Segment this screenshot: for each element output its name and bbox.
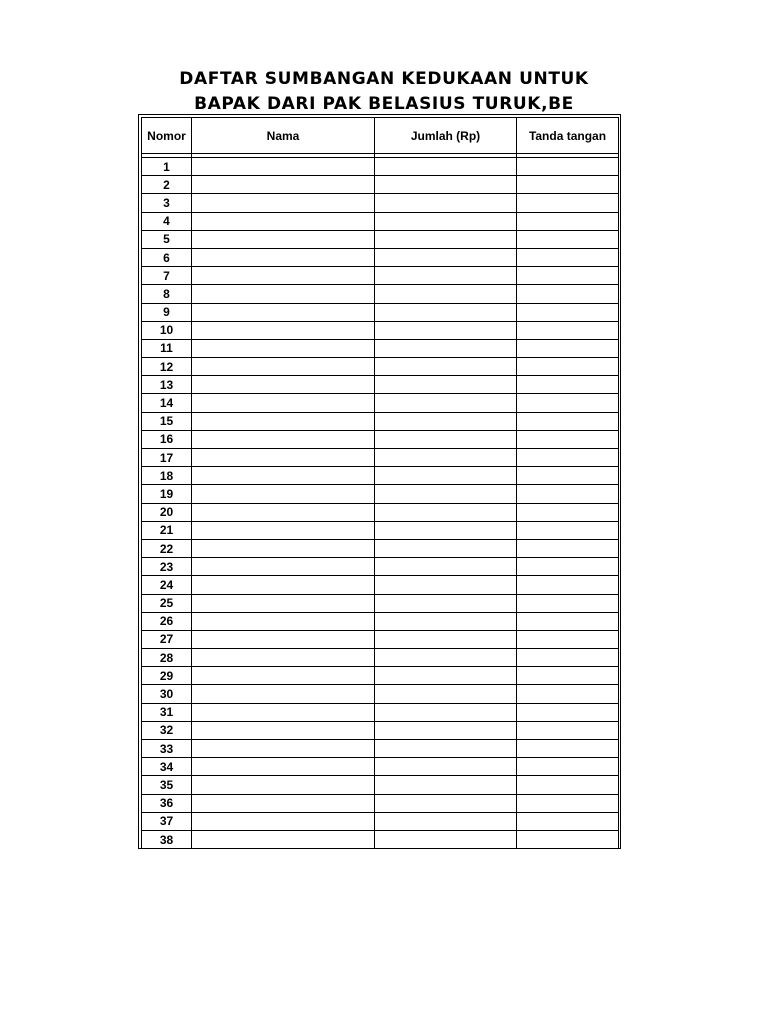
row-nomor-cell: 14 (142, 394, 192, 412)
row-nomor-cell: 10 (142, 321, 192, 339)
row-jumlah-cell[interactable] (375, 667, 517, 685)
table-row (142, 521, 619, 539)
document-title-line-2: BAPAK DARI PAK BELASIUS TURUK,BE (194, 94, 574, 114)
row-tanda-tangan-cell[interactable] (517, 485, 619, 503)
document-title-line-1: DAFTAR SUMBANGAN KEDUKAAN UNTUK (179, 69, 589, 89)
table-row (142, 776, 619, 794)
row-tanda-tangan-cell[interactable] (517, 594, 619, 612)
row-jumlah-cell[interactable] (375, 248, 517, 266)
row-jumlah-cell[interactable] (375, 449, 517, 467)
table-body (142, 158, 619, 849)
row-nomor-cell: 20 (142, 503, 192, 521)
row-tanda-tangan-cell[interactable] (517, 576, 619, 594)
header-tanda-tangan: Tanda tangan (517, 118, 619, 154)
row-jumlah-cell[interactable] (375, 194, 517, 212)
table-row (142, 539, 619, 557)
row-nama-cell[interactable] (192, 358, 375, 376)
row-nomor-cell: 35 (142, 776, 192, 794)
table-row (142, 503, 619, 521)
row-jumlah-cell[interactable] (375, 649, 517, 667)
row-jumlah-cell[interactable] (375, 212, 517, 230)
table-row (142, 685, 619, 703)
row-tanda-tangan-cell[interactable] (517, 558, 619, 576)
row-jumlah-cell[interactable] (375, 794, 517, 812)
row-nama-cell[interactable] (192, 339, 375, 357)
row-tanda-tangan-cell[interactable] (517, 685, 619, 703)
row-nama-cell[interactable] (192, 703, 375, 721)
row-nomor-cell: 29 (142, 667, 192, 685)
row-tanda-tangan-cell[interactable] (517, 776, 619, 794)
row-nomor-cell: 17 (142, 449, 192, 467)
row-tanda-tangan-cell[interactable] (517, 412, 619, 430)
row-jumlah-cell[interactable] (375, 612, 517, 630)
row-tanda-tangan-cell[interactable] (517, 230, 619, 248)
table-row (142, 285, 619, 303)
row-jumlah-cell[interactable] (375, 412, 517, 430)
row-tanda-tangan-cell[interactable] (517, 703, 619, 721)
row-jumlah-cell[interactable] (375, 776, 517, 794)
row-nama-cell[interactable] (192, 158, 375, 176)
row-tanda-tangan-cell[interactable] (517, 376, 619, 394)
row-nomor-cell: 3 (142, 194, 192, 212)
row-jumlah-cell[interactable] (375, 467, 517, 485)
table-row (142, 794, 619, 812)
table-row (142, 194, 619, 212)
table-row (142, 248, 619, 266)
row-nomor-cell: 1 (142, 158, 192, 176)
row-nama-cell[interactable] (192, 467, 375, 485)
row-tanda-tangan-cell[interactable] (517, 267, 619, 285)
row-nomor-cell: 8 (142, 285, 192, 303)
row-tanda-tangan-cell[interactable] (517, 449, 619, 467)
row-nomor-cell: 38 (142, 830, 192, 848)
header-nomor: Nomor (142, 118, 192, 154)
row-tanda-tangan-cell[interactable] (517, 812, 619, 830)
row-nama-cell[interactable] (192, 740, 375, 758)
donation-table-frame (138, 114, 621, 849)
row-nama-cell[interactable] (192, 394, 375, 412)
row-nomor-cell: 7 (142, 267, 192, 285)
table-row (142, 230, 619, 248)
row-nama-cell[interactable] (192, 594, 375, 612)
row-nama-cell[interactable] (192, 667, 375, 685)
row-jumlah-cell[interactable] (375, 376, 517, 394)
table-row (142, 430, 619, 448)
row-nama-cell[interactable] (192, 430, 375, 448)
table-row (142, 667, 619, 685)
row-nomor-cell: 9 (142, 303, 192, 321)
table-row (142, 576, 619, 594)
row-jumlah-cell[interactable] (375, 576, 517, 594)
row-nomor-cell: 16 (142, 430, 192, 448)
row-nomor-cell: 2 (142, 176, 192, 194)
row-jumlah-cell[interactable] (375, 285, 517, 303)
row-tanda-tangan-cell[interactable] (517, 467, 619, 485)
row-tanda-tangan-cell[interactable] (517, 321, 619, 339)
row-jumlah-cell[interactable] (375, 703, 517, 721)
table-row (142, 449, 619, 467)
row-jumlah-cell[interactable] (375, 685, 517, 703)
row-nama-cell[interactable] (192, 485, 375, 503)
row-tanda-tangan-cell[interactable] (517, 248, 619, 266)
header-jumlah: Jumlah (Rp) (375, 118, 517, 154)
row-tanda-tangan-cell[interactable] (517, 740, 619, 758)
table-row (142, 303, 619, 321)
table-row (142, 358, 619, 376)
row-nomor-cell: 13 (142, 376, 192, 394)
row-nama-cell[interactable] (192, 285, 375, 303)
table-row (142, 630, 619, 648)
row-nomor-cell: 26 (142, 612, 192, 630)
row-jumlah-cell[interactable] (375, 430, 517, 448)
table-row (142, 812, 619, 830)
row-jumlah-cell[interactable] (375, 630, 517, 648)
row-tanda-tangan-cell[interactable] (517, 612, 619, 630)
row-jumlah-cell[interactable] (375, 594, 517, 612)
row-tanda-tangan-cell[interactable] (517, 521, 619, 539)
row-jumlah-cell[interactable] (375, 358, 517, 376)
row-nomor-cell: 31 (142, 703, 192, 721)
row-nama-cell[interactable] (192, 830, 375, 848)
row-jumlah-cell[interactable] (375, 558, 517, 576)
table-row (142, 267, 619, 285)
table-row (142, 485, 619, 503)
table-row (142, 339, 619, 357)
row-nama-cell[interactable] (192, 248, 375, 266)
table-row (142, 412, 619, 430)
row-nomor-cell: 12 (142, 358, 192, 376)
row-nama-cell[interactable] (192, 558, 375, 576)
row-jumlah-cell[interactable] (375, 394, 517, 412)
row-nomor-cell: 15 (142, 412, 192, 430)
row-nomor-cell: 23 (142, 558, 192, 576)
row-nama-cell[interactable] (192, 721, 375, 739)
row-nomor-cell: 34 (142, 758, 192, 776)
row-nama-cell[interactable] (192, 776, 375, 794)
row-nama-cell[interactable] (192, 503, 375, 521)
row-nomor-cell: 30 (142, 685, 192, 703)
row-nomor-cell: 5 (142, 230, 192, 248)
row-tanda-tangan-cell[interactable] (517, 430, 619, 448)
row-nama-cell[interactable] (192, 794, 375, 812)
row-nomor-cell: 21 (142, 521, 192, 539)
row-tanda-tangan-cell[interactable] (517, 394, 619, 412)
row-jumlah-cell[interactable] (375, 758, 517, 776)
row-tanda-tangan-cell[interactable] (517, 758, 619, 776)
row-jumlah-cell[interactable] (375, 339, 517, 357)
row-nama-cell[interactable] (192, 376, 375, 394)
donation-table (141, 117, 619, 849)
row-nama-cell[interactable] (192, 812, 375, 830)
row-nomor-cell: 19 (142, 485, 192, 503)
row-nomor-cell: 27 (142, 630, 192, 648)
row-jumlah-cell[interactable] (375, 740, 517, 758)
row-tanda-tangan-cell[interactable] (517, 212, 619, 230)
row-nama-cell[interactable] (192, 612, 375, 630)
row-nama-cell[interactable] (192, 212, 375, 230)
row-jumlah-cell[interactable] (375, 158, 517, 176)
row-tanda-tangan-cell[interactable] (517, 285, 619, 303)
row-tanda-tangan-cell[interactable] (517, 303, 619, 321)
row-nama-cell[interactable] (192, 685, 375, 703)
table-row (142, 721, 619, 739)
row-jumlah-cell[interactable] (375, 321, 517, 339)
row-nomor-cell: 6 (142, 248, 192, 266)
row-tanda-tangan-cell[interactable] (517, 794, 619, 812)
row-tanda-tangan-cell[interactable] (517, 503, 619, 521)
row-nomor-cell: 25 (142, 594, 192, 612)
row-tanda-tangan-cell[interactable] (517, 194, 619, 212)
table-row (142, 612, 619, 630)
row-nomor-cell: 22 (142, 539, 192, 557)
table-row (142, 321, 619, 339)
row-nama-cell[interactable] (192, 630, 375, 648)
row-jumlah-cell[interactable] (375, 303, 517, 321)
row-nomor-cell: 28 (142, 649, 192, 667)
row-jumlah-cell[interactable] (375, 176, 517, 194)
row-nomor-cell: 18 (142, 467, 192, 485)
table-row (142, 376, 619, 394)
row-nama-cell[interactable] (192, 176, 375, 194)
table-row (142, 830, 619, 848)
table-row (142, 649, 619, 667)
row-tanda-tangan-cell[interactable] (517, 358, 619, 376)
table-row (142, 467, 619, 485)
row-nama-cell[interactable] (192, 649, 375, 667)
row-nama-cell[interactable] (192, 303, 375, 321)
table-row (142, 176, 619, 194)
row-nomor-cell: 11 (142, 339, 192, 357)
table-row (142, 558, 619, 576)
row-nama-cell[interactable] (192, 758, 375, 776)
table-row (142, 158, 619, 176)
row-tanda-tangan-cell[interactable] (517, 158, 619, 176)
row-nama-cell[interactable] (192, 539, 375, 557)
row-nama-cell[interactable] (192, 267, 375, 285)
row-nama-cell[interactable] (192, 230, 375, 248)
row-tanda-tangan-cell[interactable] (517, 721, 619, 739)
row-nama-cell[interactable] (192, 321, 375, 339)
row-nomor-cell: 36 (142, 794, 192, 812)
table-row (142, 212, 619, 230)
row-tanda-tangan-cell[interactable] (517, 539, 619, 557)
row-jumlah-cell[interactable] (375, 485, 517, 503)
row-nomor-cell: 24 (142, 576, 192, 594)
table-row (142, 394, 619, 412)
row-jumlah-cell[interactable] (375, 830, 517, 848)
row-nama-cell[interactable] (192, 521, 375, 539)
row-tanda-tangan-cell[interactable] (517, 649, 619, 667)
row-tanda-tangan-cell[interactable] (517, 667, 619, 685)
table-row (142, 703, 619, 721)
row-jumlah-cell[interactable] (375, 812, 517, 830)
row-nama-cell[interactable] (192, 194, 375, 212)
row-tanda-tangan-cell[interactable] (517, 830, 619, 848)
row-jumlah-cell[interactable] (375, 521, 517, 539)
row-tanda-tangan-cell[interactable] (517, 630, 619, 648)
row-nama-cell[interactable] (192, 449, 375, 467)
row-jumlah-cell[interactable] (375, 539, 517, 557)
row-nomor-cell: 33 (142, 740, 192, 758)
row-tanda-tangan-cell[interactable] (517, 176, 619, 194)
row-tanda-tangan-cell[interactable] (517, 339, 619, 357)
row-nomor-cell: 37 (142, 812, 192, 830)
header-nama: Nama (192, 118, 375, 154)
row-nomor-cell: 4 (142, 212, 192, 230)
row-jumlah-cell[interactable] (375, 503, 517, 521)
row-nama-cell[interactable] (192, 576, 375, 594)
table-row (142, 594, 619, 612)
row-jumlah-cell[interactable] (375, 721, 517, 739)
row-nomor-cell: 32 (142, 721, 192, 739)
table-row (142, 758, 619, 776)
row-jumlah-cell[interactable] (375, 267, 517, 285)
table-row (142, 740, 619, 758)
table-header-row (142, 118, 619, 154)
row-jumlah-cell[interactable] (375, 230, 517, 248)
row-nama-cell[interactable] (192, 412, 375, 430)
